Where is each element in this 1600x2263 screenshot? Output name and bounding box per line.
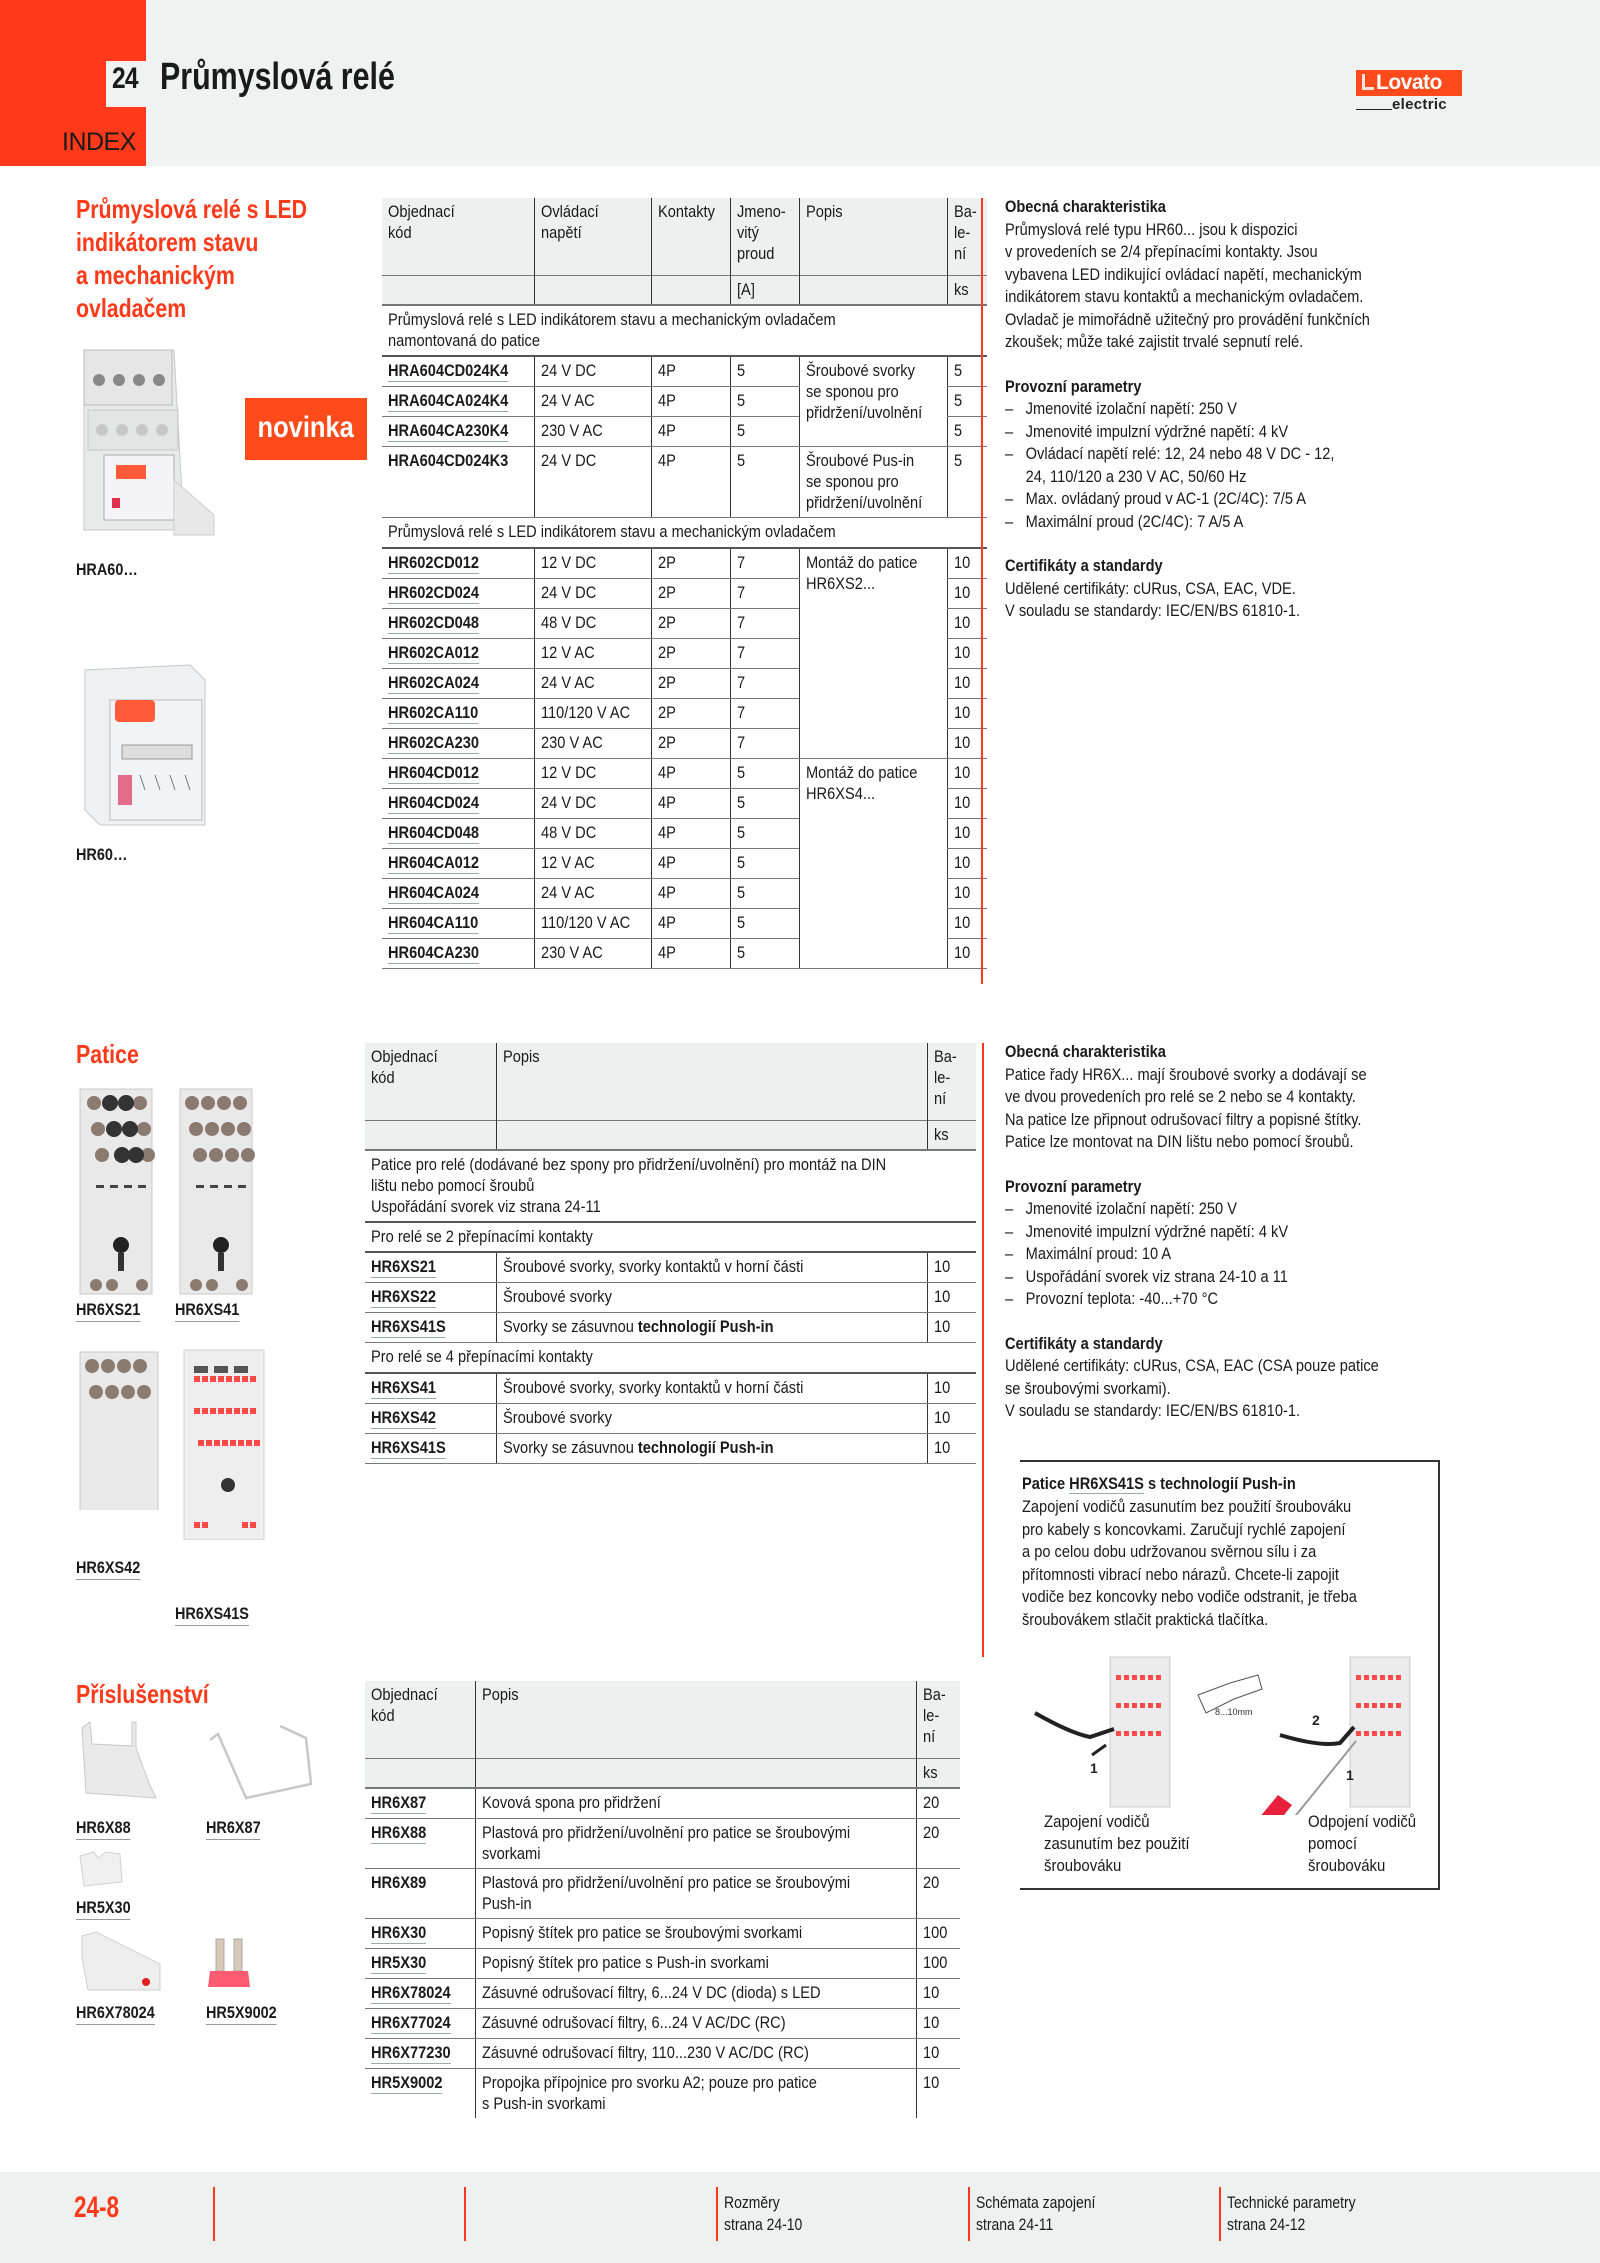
description-cell: Zásuvné odrušovací filtry, 6...24 V AC/DC (RC) (475, 2009, 916, 2039)
voltage-cell: 24 V AC (534, 387, 651, 417)
order-code[interactable]: HR6X87 (365, 1788, 475, 1819)
pack-cell: 10 (916, 2069, 960, 2119)
order-code[interactable]: HR602CD012 (382, 548, 534, 579)
pack-cell: 5 (948, 356, 987, 387)
sockets-info (1005, 1041, 1475, 1423)
current-cell: 5 (730, 788, 800, 818)
voltage-cell: 48 V DC (534, 608, 651, 638)
contacts-cell: 4P (651, 848, 730, 878)
pack-cell: 10 (928, 1283, 976, 1313)
sockets-catalog-table (365, 1043, 976, 1464)
contacts-cell: 4P (651, 387, 730, 417)
pack-cell: 10 (916, 1979, 960, 2009)
product-label-hr6x87: HR6X87 (206, 1818, 261, 1840)
group-title: Průmyslová relé s LED indikátorem stavu a mechanickým ovladačem namontovaná do patice (382, 305, 987, 356)
unit-code (382, 275, 534, 305)
page-title: Průmyslová relé (160, 56, 395, 98)
socket-4c-image (176, 1085, 276, 1300)
socket-pushin-image (180, 1300, 280, 1540)
pack-cell: 10 (948, 878, 987, 908)
socket-4c-screw-image (76, 1300, 176, 1510)
pack-cell: 10 (928, 1403, 976, 1433)
current-cell: 7 (730, 548, 800, 579)
relay-image (80, 660, 210, 830)
info-line: indikátorem stavu kontaktů a mechanickým ovladačem. (1005, 287, 1364, 306)
pack-cell: 10 (948, 908, 987, 938)
current-cell: 7 (730, 668, 800, 698)
table-row (365, 1949, 960, 1979)
section-title-relays (76, 193, 307, 325)
order-code[interactable]: HRA604CA024K4 (382, 387, 534, 417)
pack-cell: 10 (948, 938, 987, 968)
info-line: Na patice lze připnout odrušovací filtry a popisné štítky. (1005, 1109, 1362, 1129)
table-row (365, 1403, 976, 1433)
unit-pack: ks (948, 275, 987, 305)
novinka-badge: novinka (245, 398, 367, 460)
pack-cell: 20 (916, 1788, 960, 1819)
group-title: Pro relé se 4 přepínacími kontakty (365, 1343, 976, 1373)
info-line: se šroubovými svorkami). (1005, 1378, 1171, 1398)
screwdriver-icon (1245, 1741, 1356, 1815)
col-header-code: Objednací kód (365, 1043, 496, 1120)
voltage-cell: 24 V DC (534, 578, 651, 608)
current-cell: 5 (730, 447, 800, 518)
product-label-hr6x88: HR6X88 (76, 1818, 131, 1840)
info-line: Patice lze montovat na DIN lištu nebo pomocí šroubů. (1005, 1132, 1354, 1151)
contacts-cell: 4P (651, 908, 730, 938)
pack-cell: 20 (916, 1869, 960, 1919)
voltage-cell: 110/120 V AC (534, 698, 651, 728)
order-code[interactable]: HR602CA110 (382, 698, 534, 728)
pushin-wiring-illustration (1030, 1655, 1440, 1815)
filter-module-image (76, 1928, 166, 1998)
table-row (382, 758, 987, 788)
info-line: V souladu se standardy: IEC/EN/BS 61810-1. (1005, 1401, 1301, 1420)
section-title-accessories: Příslušenství (76, 1679, 209, 1709)
contacts-cell: 4P (651, 788, 730, 818)
order-code[interactable]: HR602CD048 (382, 608, 534, 638)
col-header-pack: Ba- le- ní (916, 1681, 960, 1758)
pack-cell: 10 (928, 1252, 976, 1283)
info-line: Ovladač je mimořádně užitečný pro provádění funkčních (1005, 309, 1370, 329)
current-cell: 7 (730, 698, 800, 728)
info-line: zkoušek; může také zajistit trvalé sepnutí relé. (1005, 332, 1304, 351)
description-cell: Zásuvné odrušovací filtry, 6...24 V DC (dioda) s LED (475, 1979, 916, 2009)
footer-divider (213, 2187, 215, 2241)
order-code[interactable]: HR6X89 (365, 1869, 475, 1919)
current-cell: 7 (730, 608, 800, 638)
product-label-hr6xs42: HR6XS42 (76, 1558, 140, 1580)
product-label-hra60: HRA60… (76, 560, 138, 579)
contacts-cell: 4P (651, 447, 730, 518)
description-cell: Šroubové svorky se sponou pro přidržení/uvolnění (800, 356, 948, 447)
chapter-number: 24 (112, 62, 138, 95)
order-code[interactable]: HR604CA110 (382, 908, 534, 938)
pushin-code-link[interactable]: HR6XS41S (1069, 1474, 1144, 1493)
contacts-cell: 2P (651, 638, 730, 668)
order-code[interactable]: HR6X30 (365, 1919, 475, 1949)
info-line: V souladu se standardy: IEC/EN/BS 61810-1. (1005, 601, 1301, 620)
description-cell: Propojka přípojnice pro svorku A2; pouze pro patice s Push-in svorkami (475, 2069, 916, 2119)
metal-clip-image (206, 1718, 316, 1808)
footer-link-dimensions[interactable]: Rozměry strana 24-10 (724, 2193, 803, 2234)
order-code[interactable]: HR6XS41S (365, 1433, 496, 1463)
lovato-logo (1356, 70, 1462, 113)
voltage-cell: 230 V AC (534, 417, 651, 447)
order-code[interactable]: HR6X77024 (365, 2009, 475, 2039)
description-cell: Montáž do patice HR6XS4... (800, 758, 948, 968)
order-code[interactable]: HR602CA024 (382, 668, 534, 698)
description-cell: Zásuvné odrušovací filtry, 110...230 V AC/DC (RC) (475, 2039, 916, 2069)
contacts-cell: 4P (651, 938, 730, 968)
contacts-cell: 2P (651, 548, 730, 579)
product-label-hr6xs41: HR6XS41 (175, 1300, 239, 1322)
col-header-description: Popis (800, 198, 948, 275)
contacts-cell: 4P (651, 356, 730, 387)
contacts-cell: 4P (651, 878, 730, 908)
product-label-hr5x9002: HR5X9002 (206, 2003, 277, 2025)
voltage-cell: 24 V AC (534, 878, 651, 908)
order-code[interactable]: HRA604CA230K4 (382, 417, 534, 447)
unit-current: [A] (730, 275, 800, 305)
order-code[interactable]: HR6XS41 (365, 1373, 496, 1404)
pack-cell: 10 (916, 2009, 960, 2039)
pack-cell: 10 (928, 1433, 976, 1463)
contacts-cell: 2P (651, 728, 730, 758)
caption-connect: Zapojení vodičů zasunutím bez použití šroubováku (1044, 1812, 1190, 1875)
logo-brand-text: Lovato (1376, 71, 1442, 94)
col-header-description: Popis (475, 1681, 916, 1758)
col-header-code: Objednací kód (365, 1681, 475, 1758)
order-code[interactable]: HR604CA024 (382, 878, 534, 908)
pack-cell: 100 (916, 1919, 960, 1949)
unit-pack: ks (916, 1758, 960, 1788)
voltage-cell: 230 V AC (534, 938, 651, 968)
description-cell: Šroubové Pus-in se sponou pro přidržení/uvolnění (800, 447, 948, 518)
jumper-image (206, 1935, 256, 1995)
voltage-cell: 230 V AC (534, 728, 651, 758)
accessories-catalog-table (365, 1681, 960, 2118)
col-header-current: Jmeno- vitý proud (730, 198, 800, 275)
param-item: – Jmenovité izolační napětí: 250 V (1005, 1198, 1409, 1221)
contacts-cell: 2P (651, 668, 730, 698)
current-cell: 7 (730, 728, 800, 758)
contacts-cell: 4P (651, 818, 730, 848)
section-title-line: ovladačem (76, 293, 187, 323)
description-cell: Šroubové svorky, svorky kontaktů v horní části (496, 1373, 927, 1404)
step-1-label: 1 (1346, 1767, 1354, 1783)
table-row (365, 1869, 960, 1919)
relay-with-socket-image (74, 340, 224, 540)
footer-link-wiring[interactable]: Schémata zapojení strana 24-11 (976, 2193, 1096, 2234)
voltage-cell: 12 V AC (534, 848, 651, 878)
pack-cell: 10 (948, 668, 987, 698)
pack-cell: 100 (916, 1949, 960, 1979)
current-cell: 5 (730, 356, 800, 387)
unit-description (800, 275, 948, 305)
order-code[interactable]: HR6XS22 (365, 1283, 496, 1313)
order-code[interactable]: HRA604CD024K4 (382, 356, 534, 387)
description-cell: Šroubové svorky (496, 1283, 927, 1313)
param-item: – Maximální proud: 10 A (1005, 1243, 1409, 1266)
description-cell: Plastová pro přidržení/uvolnění pro patice se šroubovými Push-in (475, 1869, 916, 1919)
general-title: Obecná charakteristika (1005, 197, 1166, 216)
contacts-cell: 2P (651, 608, 730, 638)
logo-brand-icon (1362, 74, 1374, 90)
order-code[interactable]: HR604CD012 (382, 758, 534, 788)
pack-cell: 10 (916, 2039, 960, 2069)
col-header-pack: Ba- le- ní (948, 198, 987, 275)
current-cell: 5 (730, 938, 800, 968)
voltage-cell: 48 V DC (534, 818, 651, 848)
marker-label-image (76, 1848, 136, 1888)
pack-cell: 10 (948, 638, 987, 668)
info-line: v provedeních se 2/4 přepínacími kontakty. Jsou (1005, 242, 1318, 261)
info-line: Udělené certifikáty: cURus, CSA, EAC, VDE. (1005, 578, 1296, 598)
table-row (365, 2039, 960, 2069)
ferrule-label: 8...10mm (1215, 1707, 1253, 1717)
table-row (382, 356, 987, 387)
order-code[interactable]: HR5X9002 (371, 2073, 443, 2092)
pack-cell: 10 (928, 1313, 976, 1343)
pack-cell: 5 (948, 417, 987, 447)
current-cell: 7 (730, 578, 800, 608)
cert-title: Certifikáty a standardy (1005, 1333, 1163, 1353)
params-title: Provozní parametry (1005, 1176, 1142, 1196)
product-label-hr6xs41s: HR6XS41S (175, 1604, 249, 1626)
pack-cell: 10 (948, 758, 987, 788)
contacts-cell: 4P (651, 417, 730, 447)
description-cell: Svorky se zásuvnou technologií Push-in (496, 1433, 927, 1463)
footer-divider (1219, 2187, 1221, 2241)
footer-link-technical[interactable]: Technické parametry strana 24-12 (1227, 2193, 1356, 2234)
section-divider (981, 198, 983, 984)
voltage-cell: 24 V DC (534, 356, 651, 387)
table-row (365, 1819, 960, 1869)
step-2-label: 2 (1312, 1712, 1320, 1728)
order-code[interactable]: HR6XS21 (365, 1252, 496, 1283)
current-cell: 5 (730, 387, 800, 417)
unit-description (475, 1758, 916, 1788)
col-header-pack: Ba- le- ní (928, 1043, 976, 1120)
pack-cell: 10 (948, 788, 987, 818)
order-code[interactable]: HR602CA012 (382, 638, 534, 668)
index-link[interactable]: INDEX (62, 128, 136, 156)
section-divider (982, 1043, 984, 1657)
section-title-sockets: Patice (76, 1039, 139, 1069)
order-code[interactable]: HRA604CD024K3 (382, 447, 534, 518)
current-cell: 7 (730, 638, 800, 668)
col-header-contacts: Kontakty (651, 198, 730, 275)
table-row (365, 1919, 960, 1949)
voltage-cell: 12 V AC (534, 638, 651, 668)
col-header-code: Objednací kód (382, 198, 534, 275)
order-code[interactable]: HR602CD024 (382, 578, 534, 608)
current-cell: 5 (730, 818, 800, 848)
caption-disconnect: Odpojení vodičů pomocí šroubováku (1308, 1812, 1417, 1875)
description-cell: Montáž do patice HR6XS2... (800, 548, 948, 759)
unit-contacts (651, 275, 730, 305)
description-cell: Svorky se zásuvnou technologií Push-in (496, 1313, 927, 1343)
current-cell: 5 (730, 878, 800, 908)
contacts-cell: 4P (651, 758, 730, 788)
order-code[interactable]: HR602CA230 (382, 728, 534, 758)
current-cell: 5 (730, 417, 800, 447)
param-item: – Provozní teplota: -40...+70 °C (1005, 1288, 1409, 1311)
pack-cell: 10 (948, 548, 987, 579)
current-cell: 5 (730, 908, 800, 938)
order-code[interactable]: HR604CD024 (382, 788, 534, 818)
info-line: ve dvou provedeních pro relé se 2 nebo se 4 kontakty. (1005, 1087, 1356, 1106)
voltage-cell: 12 V DC (534, 758, 651, 788)
pack-cell: 10 (948, 578, 987, 608)
pack-cell: 10 (948, 608, 987, 638)
order-code[interactable]: HR604CD048 (382, 818, 534, 848)
unit-voltage (534, 275, 651, 305)
plastic-clip-image (76, 1718, 166, 1808)
col-header-voltage: Ovládací napětí (534, 198, 651, 275)
table-row (365, 1433, 976, 1463)
pushin-title: Patice HR6XS41S s technologií Push-in (1022, 1474, 1296, 1493)
relay-catalog-table (382, 198, 987, 969)
unit-code (365, 1758, 475, 1788)
table-row (365, 1373, 976, 1404)
description-cell: Šroubové svorky, svorky kontaktů v horní části (496, 1252, 927, 1283)
table-row (382, 548, 987, 579)
unit-pack: ks (928, 1120, 976, 1150)
section-title-line: Průmyslová relé s LED (76, 194, 308, 224)
section-title-line: indikátorem stavu (76, 227, 259, 257)
product-label-hr6x78024: HR6X78024 (76, 2003, 155, 2025)
description-cell: Šroubové svorky (496, 1403, 927, 1433)
voltage-cell: 24 V DC (534, 447, 651, 518)
pushin-text: Zapojení vodičů zasunutím bez použití šroubováku pro kabely s koncovkami. Zaručují rychlé zapojení a po celou dobu udržovanou svěrnou sílu i za přítomnosti vibrací nebo nárazů. Chcete-li zapojit vodiče bez koncovky nebo vodiče odstranit, je třeba šroubovákem stlačit praktická tlačítka. (1022, 1497, 1357, 1629)
param-item: – Jmenovité impulzní výdržné napětí: 4 kV (1005, 1221, 1409, 1244)
logo-sub-text: electric (1392, 96, 1447, 113)
pack-cell: 5 (948, 387, 987, 417)
table-row (365, 1788, 960, 1819)
info-line: Udělené certifikáty: cURus, CSA, EAC (CSA pouze patice (1005, 1356, 1379, 1375)
footer-divider (716, 2187, 718, 2241)
param-item: – Uspořádání svorek viz strana 24-10 a 11 (1005, 1266, 1409, 1289)
voltage-cell: 24 V AC (534, 668, 651, 698)
current-cell: 5 (730, 848, 800, 878)
product-label-hr60: HR60… (76, 845, 128, 864)
pack-cell: 20 (916, 1819, 960, 1869)
info-line: Patice řady HR6X... mají šroubové svorky a dodávají se (1005, 1064, 1367, 1084)
table-row (365, 1252, 976, 1283)
param-item: – Jmenovité impulzní výdržné napětí: 4 kV (1005, 421, 1409, 444)
col-header-description: Popis (496, 1043, 927, 1120)
pack-cell: 10 (948, 728, 987, 758)
params-title: Provozní parametry (1005, 376, 1142, 396)
footer-page-number: 24-8 (74, 2191, 120, 2224)
info-line: vybavena LED indikující ovládací napětí, mechanickým (1005, 264, 1362, 284)
table-row (365, 2009, 960, 2039)
order-code[interactable]: HR604CA230 (382, 938, 534, 968)
order-code[interactable]: HR6X78024 (365, 1979, 475, 2009)
pack-cell: 10 (928, 1373, 976, 1404)
contacts-cell: 2P (651, 578, 730, 608)
voltage-cell: 110/120 V AC (534, 908, 651, 938)
group-title: Průmyslová relé s LED indikátorem stavu a mechanickým ovladačem (382, 518, 987, 548)
footer-divider (968, 2187, 970, 2241)
description-cell: Popisný štítek pro patice s Push-in svorkami (475, 1949, 916, 1979)
step-1-label: 1 (1090, 1760, 1098, 1776)
order-code[interactable]: HR6XS42 (365, 1403, 496, 1433)
pack-cell: 10 (948, 848, 987, 878)
voltage-cell: 12 V DC (534, 548, 651, 579)
product-label-hr6xs21: HR6XS21 (76, 1300, 140, 1322)
table-row (382, 447, 987, 518)
voltage-cell: 24 V DC (534, 788, 651, 818)
info-line: Průmyslová relé typu HR60... jsou k dispozici (1005, 219, 1298, 239)
unit-description (496, 1120, 927, 1150)
order-code[interactable]: HR604CA012 (382, 848, 534, 878)
socket-2c-image (76, 1085, 176, 1300)
param-item: – Ovládací napětí relé: 12, 24 nebo 48 V DC - 12, 24, 110/120 a 230 V AC, 50/60 Hz (1005, 443, 1349, 488)
pack-cell: 5 (948, 447, 987, 518)
order-code[interactable]: HR6X77230 (365, 2039, 475, 2069)
param-item: – Max. ovládaný proud v AC-1 (2C/4C): 7/5 A (1005, 488, 1409, 511)
table-row (365, 1313, 976, 1343)
pack-cell: 10 (948, 698, 987, 728)
param-item: – Jmenovité izolační napětí: 250 V (1005, 398, 1409, 421)
param-item: – Maximální proud (2C/4C): 7 A/5 A (1005, 511, 1409, 534)
group-title: Pro relé se 2 přepínacími kontakty (365, 1222, 976, 1252)
cert-title: Certifikáty a standardy (1005, 556, 1163, 575)
contacts-cell: 2P (651, 698, 730, 728)
description-cell: Popisný štítek pro patice se šroubovými svorkami (475, 1919, 916, 1949)
unit-code (365, 1120, 496, 1150)
order-code[interactable]: HR6XS41S (365, 1313, 496, 1343)
table-row (365, 2069, 960, 2119)
order-code[interactable]: HR6X88 (365, 1819, 475, 1869)
description-cell: Kovová spona pro přidržení (475, 1788, 916, 1819)
order-code[interactable]: HR5X30 (365, 1949, 475, 1979)
relays-info (1005, 196, 1475, 623)
general-title: Obecná charakteristika (1005, 1042, 1166, 1061)
product-label-hr5x30: HR5X30 (76, 1898, 131, 1920)
section-title-line: a mechanickým (76, 260, 235, 290)
table-row (365, 1979, 960, 2009)
footer-divider (464, 2187, 466, 2241)
table-row (365, 1283, 976, 1313)
description-cell: Plastová pro přidržení/uvolnění pro patice se šroubovými svorkami (475, 1819, 916, 1869)
current-cell: 5 (730, 758, 800, 788)
pack-cell: 10 (948, 818, 987, 848)
group-intro: Patice pro relé (dodávané bez spony pro přidržení/uvolnění) pro montáž na DIN lištu nebo pomocí šroubů Uspořádání svorek viz strana 24-11 (365, 1150, 976, 1222)
